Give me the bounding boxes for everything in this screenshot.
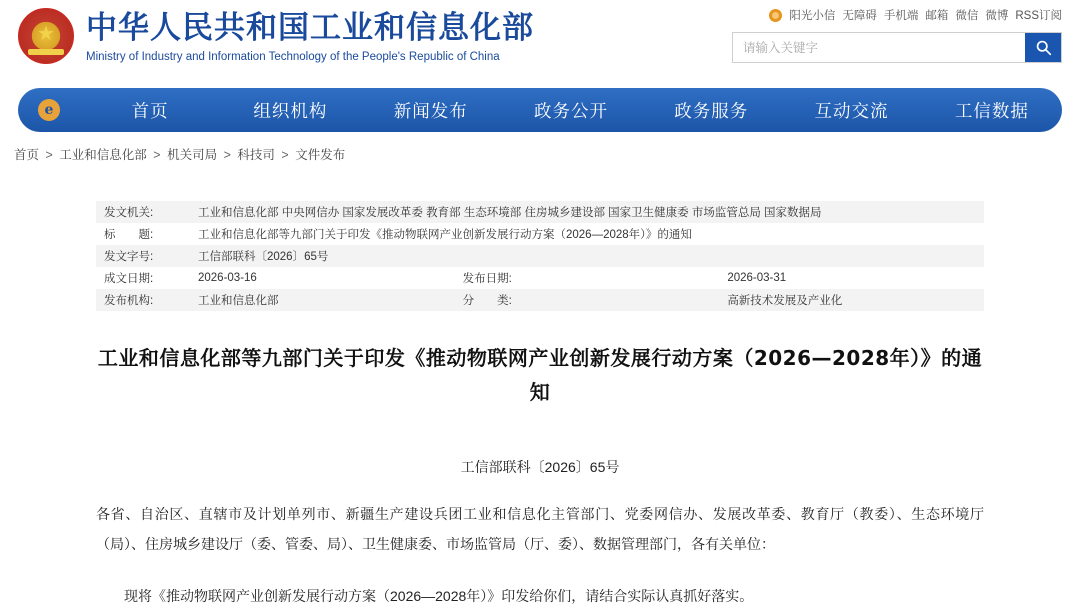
page-title: 工业和信息化部等九部门关于印发《推动物联网产业创新发展行动方案（2026—2028年）》的通知 [97,346,983,404]
search-icon [1035,39,1052,56]
nav-item-government-services[interactable]: 政务服务 [674,101,749,122]
table-row [96,289,984,311]
document-paragraph-body: 现将《推动物联网产业创新发展行动方案（2026—2028年）》印发给你们，请结合实际认真抓好落实。 [124,588,754,604]
breadcrumb [0,132,1080,163]
site-header [0,0,1080,88]
header-right-panel [732,6,1062,63]
search-input[interactable] [733,33,1025,62]
meta-label-category: 分 类: [455,289,720,311]
meta-value-publish-date: 2026-03-31 [719,267,984,289]
site-title-cn: 中华人民共和国工业和信息化部 [86,10,534,47]
meta-value-issuing-agency: 工业和信息化部 中央网信办 国家发展改革委 教育部 生态环境部 住房城乡建设部 国家卫生健康委 市场监管总局 国家数据局 [190,201,984,223]
national-emblem-icon [18,8,74,64]
document-meta-table [96,201,984,311]
site-logo-icon [38,99,60,121]
top-link-wechat[interactable]: 微信 [955,10,979,22]
meta-label-title: 标 题: [96,223,190,245]
table-row [96,201,984,223]
breadcrumb-separator: > [281,148,289,162]
breadcrumb-item-miit[interactable]: 工业和信息化部 [59,148,147,162]
nav-item-data[interactable]: 工信数据 [954,101,1029,122]
site-title-en: Ministry of Industry and Information Technology of the People's Republic of China [86,50,500,63]
nav-item-news[interactable]: 新闻发布 [393,101,468,122]
top-utility-links [732,6,1062,24]
meta-value-written-date: 2026-03-16 [190,267,455,289]
meta-value-category: 高新技术发展及产业化 [719,289,984,311]
meta-value-title: 工业和信息化部等九部门关于印发《推动物联网产业创新发展行动方案（2026—2028年）》的通知 [190,223,984,245]
main-nav [18,88,1062,132]
nav-item-government-disclosure[interactable]: 政务公开 [533,101,608,122]
table-row [96,267,984,289]
search-bar [732,32,1062,63]
top-link-weibo[interactable]: 微博 [985,10,1009,22]
top-link-sunshine[interactable]: 阳光小信 [789,10,836,22]
breadcrumb-item-science-tech[interactable]: 科技司 [237,148,275,162]
document-number: 工信部联科〔2026〕65号 [460,459,620,475]
top-link-rss[interactable]: RSS订阅 [1015,10,1062,22]
top-link-mobile[interactable]: 手机端 [883,10,919,22]
nav-items [80,98,1062,123]
search-button[interactable] [1025,33,1061,62]
meta-label-doc-number: 发文字号: [96,245,190,267]
meta-label-issuing-agency: 发文机关: [96,201,190,223]
sun-icon [769,9,782,22]
meta-label-publish-date: 发布日期: [455,267,720,289]
site-title-block [86,9,534,63]
top-link-mail[interactable]: 邮箱 [925,10,949,22]
breadcrumb-item-document-release[interactable]: 文件发布 [295,148,346,162]
table-row [96,223,984,245]
top-link-accessibility[interactable]: 无障碍 [842,10,877,22]
breadcrumb-item-departments[interactable]: 机关司局 [167,148,218,162]
nav-item-home[interactable]: 首页 [131,101,169,122]
site-logo-block[interactable] [0,0,534,64]
meta-label-written-date: 成文日期: [96,267,190,289]
breadcrumb-item-home[interactable]: 首页 [14,148,40,162]
nav-item-organization[interactable]: 组织机构 [253,101,328,122]
breadcrumb-separator: > [153,148,161,162]
nav-item-interaction[interactable]: 互动交流 [814,101,889,122]
meta-label-publisher: 发布机构: [96,289,190,311]
table-row [96,245,984,267]
document-content [0,201,1080,611]
nav-logo[interactable] [18,99,80,121]
breadcrumb-separator: > [223,148,231,162]
meta-value-publisher: 工业和信息化部 [190,289,455,311]
breadcrumb-separator: > [45,148,53,162]
main-nav-wrapper [0,88,1080,132]
meta-value-doc-number: 工信部联科〔2026〕65号 [190,245,984,267]
document-paragraph-recipients: 各省、自治区、直辖市及计划单列市、新疆生产建设兵团工业和信息化主管部门、党委网信办、发展改革委、教育厅（教委）、生态环境厅（局）、住房城乡建设厅（委、管委、局）、卫生健康委、市场监管局（厅、委）、数据管理部门，各有关单位： [96,506,984,552]
